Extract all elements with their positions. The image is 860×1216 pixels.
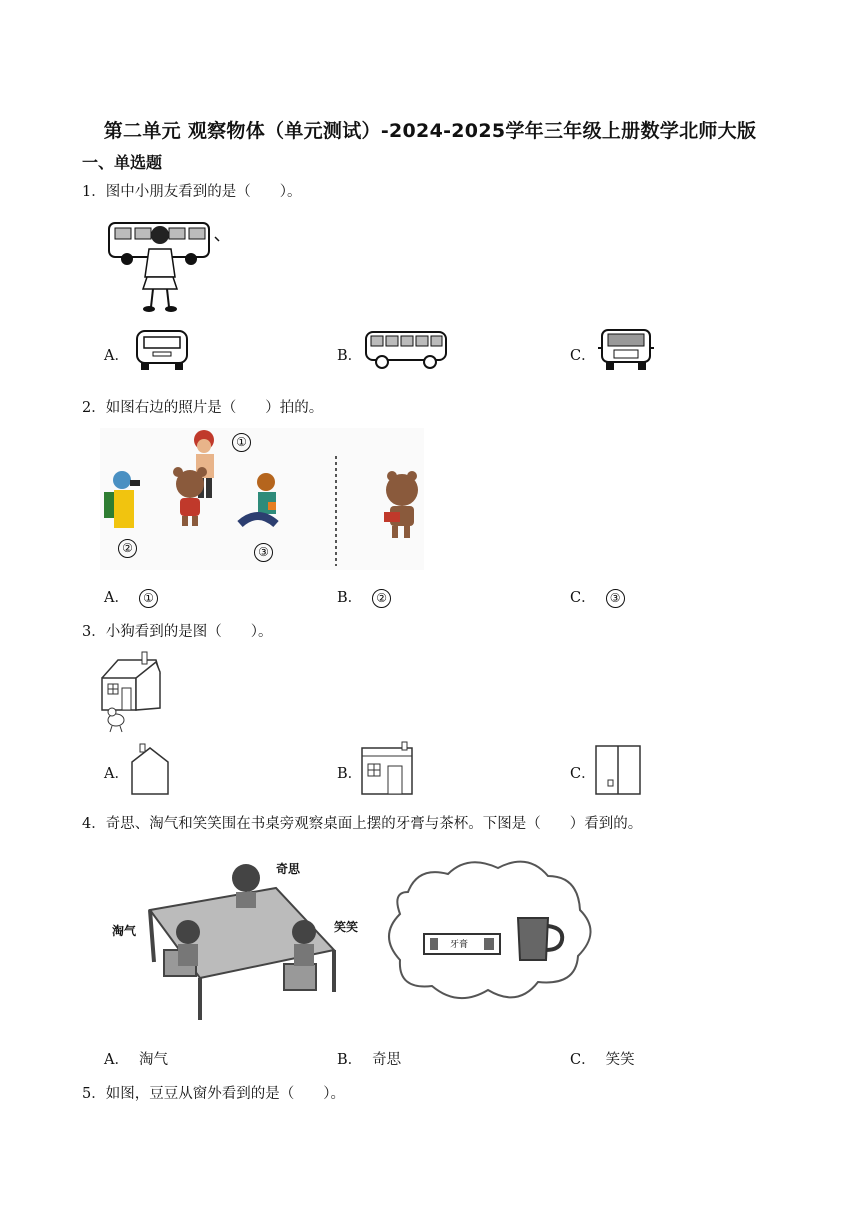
option-label: A． [104, 590, 129, 606]
question-5-stem: 5．如图，豆豆从窗外看到的是（ ）。 [82, 1086, 345, 1102]
figure-name-qisi: 奇思 [276, 862, 301, 876]
question-2-figure [100, 428, 424, 570]
question-1-figure [105, 215, 225, 315]
option-label: A． [104, 1052, 129, 1068]
toothpaste-label: 牙膏 [450, 940, 469, 950]
option-label: C． [570, 766, 596, 782]
figure-mark-3: ③ [254, 542, 273, 562]
bus-side-view-icon [364, 328, 448, 370]
page-title: 第二单元 观察物体（单元测试）-2024-2025学年三年级上册数学北师大版 [103, 120, 757, 142]
option-label: B． [337, 348, 363, 364]
section-heading: 一、单选题 [82, 153, 163, 172]
bus-back-view-icon [598, 328, 654, 372]
option-label: B． [337, 1052, 363, 1068]
option-text: ① [139, 589, 158, 608]
question-3-figure [98, 648, 164, 734]
house-front-view-icon [360, 740, 414, 796]
option-label: C． [570, 590, 596, 606]
option-label: A． [104, 766, 129, 782]
bus-front-view-icon [133, 328, 191, 372]
option-label: C． [570, 348, 596, 364]
question-4-option-c[interactable] [570, 1048, 635, 1069]
question-4-option-b[interactable] [337, 1048, 401, 1069]
house-top-view-icon [594, 744, 642, 796]
question-2-stem: 2．如图右边的照片是（ ）拍的。 [82, 400, 324, 416]
option-label: C． [570, 1052, 596, 1068]
question-2-option-a[interactable] [104, 586, 158, 608]
question-3-stem: 3．小狗看到的是图（ ）。 [82, 624, 273, 640]
figure-name-xiaoxiao: 笑笑 [334, 920, 359, 934]
option-label: B． [337, 766, 363, 782]
figure-mark-1: ① [232, 432, 251, 452]
option-label: A． [104, 348, 129, 364]
option-text: ② [372, 589, 391, 608]
option-text: 淘气 [138, 1052, 168, 1068]
figure-mark-2: ② [118, 538, 137, 558]
question-2-option-b[interactable] [337, 586, 391, 608]
option-text: ③ [606, 589, 625, 608]
house-side-view-icon [128, 742, 174, 796]
option-label: B． [337, 590, 363, 606]
question-2-option-c[interactable] [570, 586, 625, 608]
question-1-stem: 1．图中小朋友看到的是（ ）。 [82, 184, 302, 200]
question-4-figure [108, 852, 602, 1028]
figure-name-taoqi: 淘气 [112, 924, 137, 938]
question-4-stem: 4．奇思、淘气和笑笑围在书桌旁观察桌面上摆的牙膏与茶杯。下图是（ ）看到的。 [82, 816, 643, 832]
option-text: 奇思 [372, 1052, 402, 1068]
question-4-option-a[interactable] [104, 1048, 168, 1069]
option-text: 笑笑 [605, 1052, 635, 1068]
